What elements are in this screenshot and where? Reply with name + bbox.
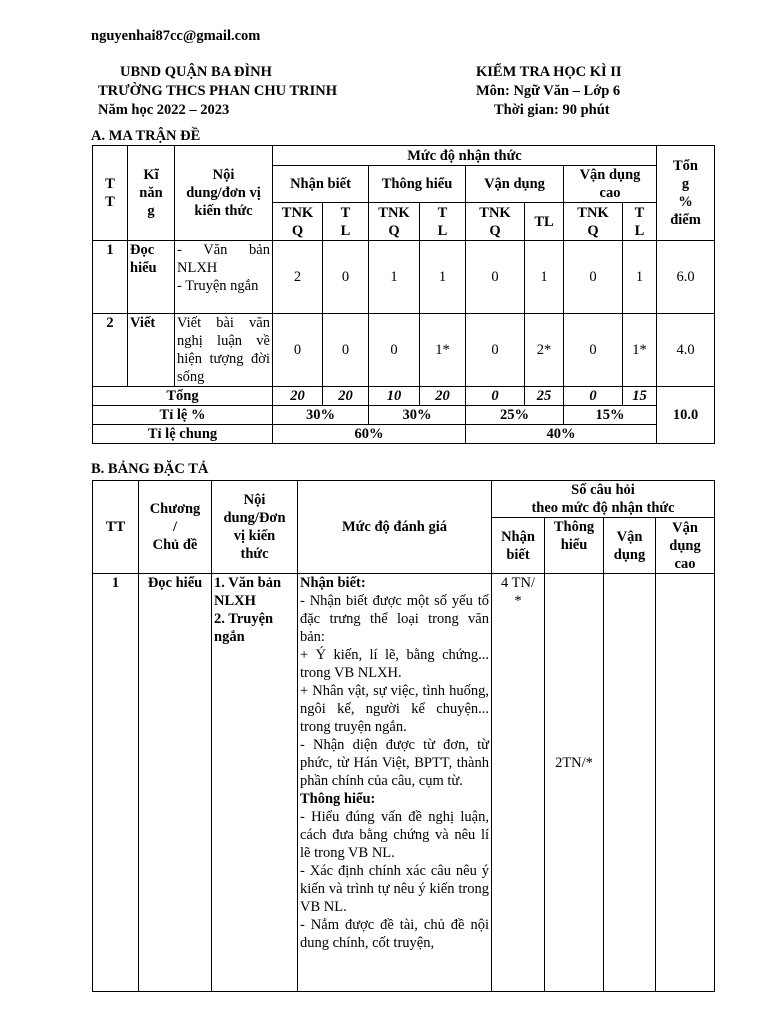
criteria-item: + Ý kiến, lí lẽ, bằng chứng... trong VB NLXH. <box>300 647 489 681</box>
matrix-table <box>92 145 715 444</box>
cell-value: 0 <box>273 314 323 387</box>
row-tt: 1 <box>93 241 128 314</box>
row-tt: 2 <box>93 314 128 387</box>
spec-header-chapter: Chương / Chủ đề <box>139 481 212 574</box>
matrix-sub-tl: TL <box>525 203 564 241</box>
total-value: 15 <box>623 387 657 406</box>
common-ratio-value: 40% <box>466 425 657 444</box>
table-row <box>93 314 715 387</box>
matrix-level-apply-high: Vận dụng cao <box>564 166 657 203</box>
matrix-sub-tnkq: TNK Q <box>273 203 323 241</box>
author-email: nguyenhai87cc@gmail.com <box>91 28 261 44</box>
cell-value: 1* <box>623 314 657 387</box>
spec-header-level: Mức độ đánh giá <box>298 481 492 574</box>
cell-value: 0 <box>323 314 369 387</box>
spec-level-apply: Vận dụng <box>604 518 656 574</box>
matrix-header-content: Nội dung/đơn vị kiến thức <box>175 146 273 241</box>
row-criteria <box>298 574 492 992</box>
exam-header <box>476 63 622 120</box>
district-name: UBND QUẬN BA ĐÌNH <box>120 64 272 80</box>
cell-value: 0 <box>564 314 623 387</box>
ratio-value: 30% <box>369 406 466 425</box>
total-value: 25 <box>525 387 564 406</box>
count-apply <box>604 574 656 992</box>
ratio-value: 30% <box>273 406 369 425</box>
matrix-header-total: Tổn g % điểm <box>657 146 715 241</box>
count-apply-high <box>656 574 715 992</box>
cell-value: 0 <box>323 241 369 314</box>
common-ratio-row <box>93 425 715 444</box>
exam-time: Thời gian: 90 phút <box>494 102 610 118</box>
total-value: 20 <box>273 387 323 406</box>
matrix-header-level: Mức độ nhận thức <box>273 146 657 166</box>
spec-level-apply-high: Vận dụng cao <box>656 518 715 574</box>
spec-header-content: Nội dung/Đơn vị kiến thức <box>212 481 298 574</box>
cell-value: 1* <box>420 314 466 387</box>
row-content: Viết bài văn nghị luận về hiện tượng đời sống <box>175 314 273 387</box>
exam-title: KIỂM TRA HỌC KÌ II <box>476 64 622 80</box>
total-label: Tổng <box>93 387 273 406</box>
cell-value: 0 <box>369 314 420 387</box>
row-skill: Viết <box>128 314 175 387</box>
section-b-title: B. BẢNG ĐẶC TẢ <box>91 461 209 477</box>
row-tt: 1 <box>93 574 139 992</box>
common-ratio-label: Tỉ lệ chung <box>93 425 273 444</box>
specification-table <box>92 480 715 992</box>
common-ratio-value: 60% <box>273 425 466 444</box>
matrix-level-understand: Thông hiểu <box>369 166 466 203</box>
matrix-level-recognize: Nhận biết <box>273 166 369 203</box>
table-row <box>93 241 715 314</box>
cell-value: 2* <box>525 314 564 387</box>
ratio-label: Tỉ lệ % <box>93 406 273 425</box>
matrix-sub-tl: T L <box>420 203 466 241</box>
criteria-item: + Nhân vật, sự việc, tình huống, ngôi kể, người kể chuyện... trong truyện ngắn. <box>300 683 489 735</box>
row-total: 6.0 <box>657 241 715 314</box>
matrix-header-skill: Kĩ năn g <box>128 146 175 241</box>
total-value: 10 <box>369 387 420 406</box>
criteria-item: - Nhận diện được từ đơn, từ phức, từ Hán Việt, BPTT, thành phần chính của câu, cụm từ. <box>300 737 489 789</box>
total-value: 0 <box>466 387 525 406</box>
total-value: 20 <box>323 387 369 406</box>
cell-value: 0 <box>466 241 525 314</box>
grand-total: 10.0 <box>657 387 715 444</box>
criteria-item: - Nhận biết được một số yếu tố đặc trưng thể loại trong văn bản: <box>300 593 489 645</box>
spec-level-recognize: Nhận biết <box>492 518 545 574</box>
matrix-sub-tnkq: TNK Q <box>369 203 420 241</box>
total-row <box>93 387 715 406</box>
cell-value: 2 <box>273 241 323 314</box>
school-header <box>98 63 337 120</box>
criteria-item: - Hiểu đúng vấn đề nghị luận, cách đưa bằng chứng và nêu lí lẽ trong VB NL. <box>300 809 489 861</box>
ratio-value: 15% <box>564 406 657 425</box>
spec-level-understand: Thông hiểu <box>545 518 604 574</box>
total-value: 20 <box>420 387 466 406</box>
cell-value: 0 <box>564 241 623 314</box>
ratio-value: 25% <box>466 406 564 425</box>
row-chapter: Đọc hiểu <box>139 574 212 992</box>
cell-value: 0 <box>466 314 525 387</box>
cell-value: 1 <box>525 241 564 314</box>
count-recognize: 4 TN/ * <box>492 574 545 992</box>
school-year: Năm học 2022 – 2023 <box>98 102 230 118</box>
exam-subject: Môn: Ngữ Văn – Lớp 6 <box>476 83 621 99</box>
cell-value: 1 <box>623 241 657 314</box>
spec-header-questions: Số câu hỏi theo mức độ nhận thức <box>492 481 715 518</box>
total-value: 0 <box>564 387 623 406</box>
cell-value: 1 <box>420 241 466 314</box>
matrix-sub-tnkq: TNK Q <box>466 203 525 241</box>
matrix-header-tt: T T <box>93 146 128 241</box>
row-content: 1. Văn bản NLXH 2. Truyện ngắn <box>212 574 298 992</box>
row-content: - Văn bản NLXH - Truyện ngắn <box>175 241 273 314</box>
row-total: 4.0 <box>657 314 715 387</box>
criteria-understand-heading: Thông hiểu: <box>300 791 376 807</box>
criteria-item: - Nắm được đề tài, chủ đề nội dung chính, cốt truyện, <box>300 917 489 951</box>
cell-value: 1 <box>369 241 420 314</box>
matrix-level-apply: Vận dụng <box>466 166 564 203</box>
matrix-sub-tl: T L <box>323 203 369 241</box>
spec-header-tt: TT <box>93 481 139 574</box>
count-understand: 2TN/* <box>545 574 604 992</box>
criteria-item: - Xác định chính xác câu nêu ý kiến và trình tự nêu ý kiến trong VB NL. <box>300 863 489 915</box>
matrix-sub-tl: T L <box>623 203 657 241</box>
table-row <box>93 574 715 992</box>
matrix-sub-tnkq: TNK Q <box>564 203 623 241</box>
criteria-recognize-heading: Nhận biết: <box>300 575 366 591</box>
ratio-row <box>93 406 715 425</box>
section-a-title: A. MA TRẬN ĐỀ <box>91 128 201 144</box>
school-name: TRƯỜNG THCS PHAN CHU TRINH <box>98 83 338 99</box>
row-skill: Đọc hiểu <box>128 241 175 314</box>
